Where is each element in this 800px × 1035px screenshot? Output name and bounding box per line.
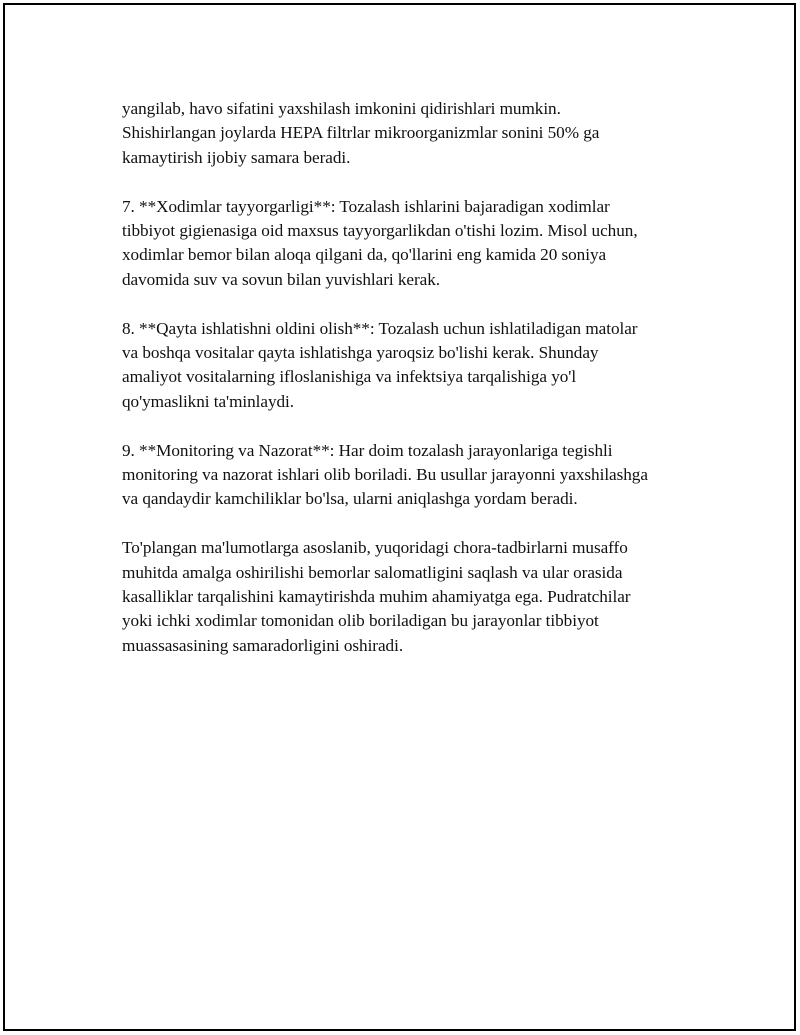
- text-line: kasalliklar tarqalishini kamaytirishda muhim ahamiyatga ega. Pudratchilar: [122, 587, 631, 607]
- text-line: davomida suv va sovun bilan yuvishlari kerak.: [122, 269, 441, 289]
- text-line: muhitda amalga oshirilishi bemorlar salomatligini saqlash va ular orasida: [122, 562, 623, 582]
- text-line: 9. **Monitoring va Nazorat**: Har doim tozalash jarayonlariga tegishli: [122, 440, 613, 460]
- text-line: va qandaydir kamchiliklar bo'lsa, ularni aniqlashga yordam beradi.: [122, 489, 578, 509]
- text-line: kamaytirish ijobiy samara beradi.: [122, 147, 351, 167]
- text-line: va boshqa vositalar qayta ishlatishga yaroqsiz bo'lishi kerak. Shunday: [122, 343, 599, 363]
- text-line: monitoring va nazorat ishlari olib boriladi. Bu usullar jarayonni yaxshilashga: [122, 465, 648, 485]
- page-frame: [3, 3, 796, 1031]
- document-body: [122, 97, 712, 683]
- text-line: muassasasining samaradorligini oshiradi.: [122, 635, 404, 655]
- text-line: amaliyot vositalarning ifloslanishiga va infektsiya tarqalishiga yo'l: [122, 367, 577, 387]
- text-line: To'plangan ma'lumotlarga asoslanib, yuqoridagi chora-tadbirlarni musaffo: [122, 538, 628, 558]
- text-line: yangilab, havo sifatini yaxshilash imkonini qidirishlari mumkin.: [122, 99, 561, 118]
- paragraph-reuse-prevention: [122, 317, 712, 415]
- paragraph-monitoring: [122, 439, 712, 512]
- text-line: 7. **Xodimlar tayyorgarligi**: Tozalash ishlarini bajaradigan xodimlar: [122, 196, 610, 216]
- text-line: Shishirlangan joylarda HEPA filtrlar mikroorganizmlar sonini 50% ga: [122, 123, 600, 143]
- text-line: tibbiyot gigienasiga oid maxsus tayyorgarlikdan o'tishi lozim. Misol uchun,: [122, 221, 638, 241]
- paragraph-conclusion: [122, 536, 712, 658]
- paragraph-hepa-continuation: [122, 97, 712, 170]
- paragraph-staff-training: [122, 195, 712, 293]
- text-line: qo'ymaslikni ta'minlaydi.: [122, 391, 295, 411]
- text-line: yoki ichki xodimlar tomonidan olib boriladigan bu jarayonlar tibbiyot: [122, 611, 599, 631]
- text-line: 8. **Qayta ishlatishni oldini olish**: Tozalash uchun ishlatiladigan matolar: [122, 318, 638, 338]
- text-line: xodimlar bemor bilan aloqa qilgani da, qo'llarini eng kamida 20 soniya: [122, 245, 607, 265]
